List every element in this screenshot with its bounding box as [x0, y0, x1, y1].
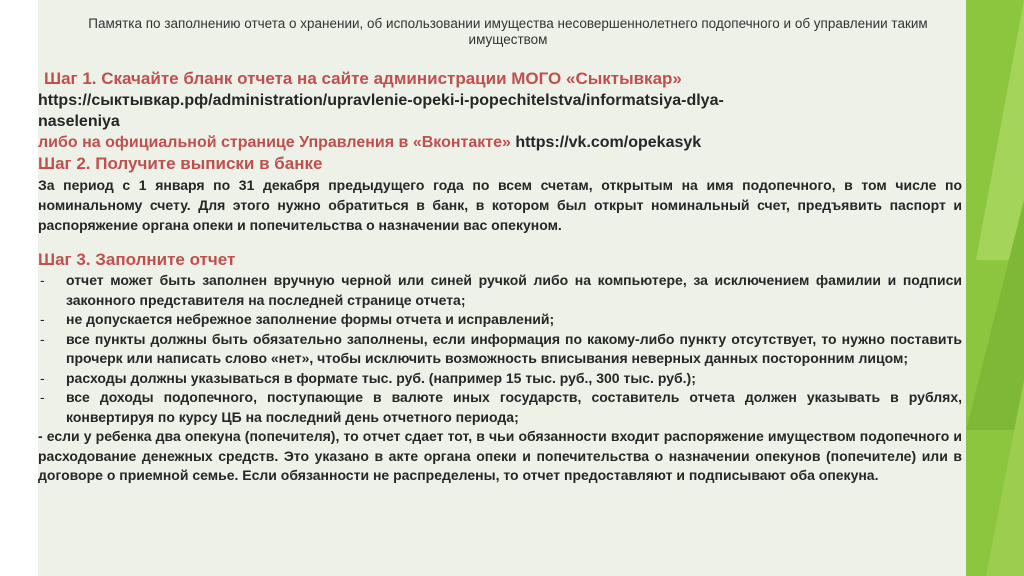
slide-body: [38, 68, 962, 486]
list-item-text: отчет может быть заполнен вручную черной или синей ручкой либо на компьютере, за исключением фамилии и подписи законного представителя на последней странице отчета;: [66, 272, 962, 308]
step2-text: За период с 1 января по 31 декабря предыдущего года по всем счетам, открытым на имя подопечного, в том числе по номинальному счету. Для этого нужно обратиться в банк, в котором был открыт номинальный счет, предъявить паспорт и распоряжение органа опеки и попечительства о назначении вас опекуном.: [38, 177, 962, 233]
step3-bullet-list: [38, 271, 962, 427]
list-item-text: все доходы подопечного, поступающие в валюте иных государств, составитель отчета должен указывать в рублях, конвертируя по курсу ЦБ на последний день отчетного периода;: [66, 389, 962, 425]
slide: [38, 0, 966, 576]
bullet-dash: -: [40, 389, 45, 405]
step1-alt-line: [38, 132, 962, 153]
bullet-dash: -: [40, 369, 45, 386]
list-item: [38, 369, 962, 389]
list-item-text: не допускается небрежное заполнение формы отчета и исправлений;: [66, 311, 555, 327]
green-triangle-decoration: [986, 380, 1024, 576]
step1-url-line2[interactable]: naseleniya: [38, 113, 120, 130]
list-item-text: расходы должны указываться в формате тыс. руб. (например 15 тыс. руб., 300 тыс. руб.);: [66, 369, 696, 386]
list-item-text: все пункты должны быть обязательно заполнены, если информация по какому-либо пункту отсутствует, то нужно поставить прочерк или написать слово «нет», чтобы исключить возможность вписывания неверных данных посторонним лицом;: [66, 330, 962, 366]
step1-title: Шаг 1. Скачайте бланк отчета на сайте администрации МОГО «Сыктывкар»: [44, 69, 682, 88]
step1-url-line1[interactable]: https://сыктывкар.рф/administration/upravlenie-opeki-i-popechitelstva/informatsiya-dlya-: [38, 92, 724, 109]
list-item: [38, 310, 962, 330]
bullet-dash: -: [40, 330, 45, 347]
vk-link[interactable]: https://vk.com/opekasyk: [510, 134, 702, 151]
step3-last-paragraph: - если у ребенка два опекуна (попечителя), то отчет сдает тот, в чьи обязанности входит распоряжение имуществом подопечного и расходование денежных средств. Это указано в акте органа опеки и попечительства о назначении опекунов (попечителе) или в договоре о приемной семье. Если обязанности не распределены, то отчет предоставляют и подписывают оба опекуна.: [38, 428, 962, 483]
page-title: Памятка по заполнению отчета о хранении, об использовании имущества несовершеннолетнего подопечного и об управлении таким имуществом: [88, 16, 928, 47]
step3-title: Шаг 3. Заполните отчет: [38, 250, 236, 269]
left-margin: [0, 0, 38, 576]
list-item: [38, 330, 962, 369]
list-item: [38, 271, 962, 310]
right-decoration: [966, 0, 1024, 576]
bullet-dash: -: [40, 272, 45, 288]
step1-alt-text: либо на официальной странице Управления в «Вконтакте»: [38, 134, 511, 151]
list-item: [38, 388, 962, 427]
bullet-dash: -: [40, 311, 45, 327]
step2-title: Шаг 2. Получите выписки в банке: [38, 154, 323, 173]
